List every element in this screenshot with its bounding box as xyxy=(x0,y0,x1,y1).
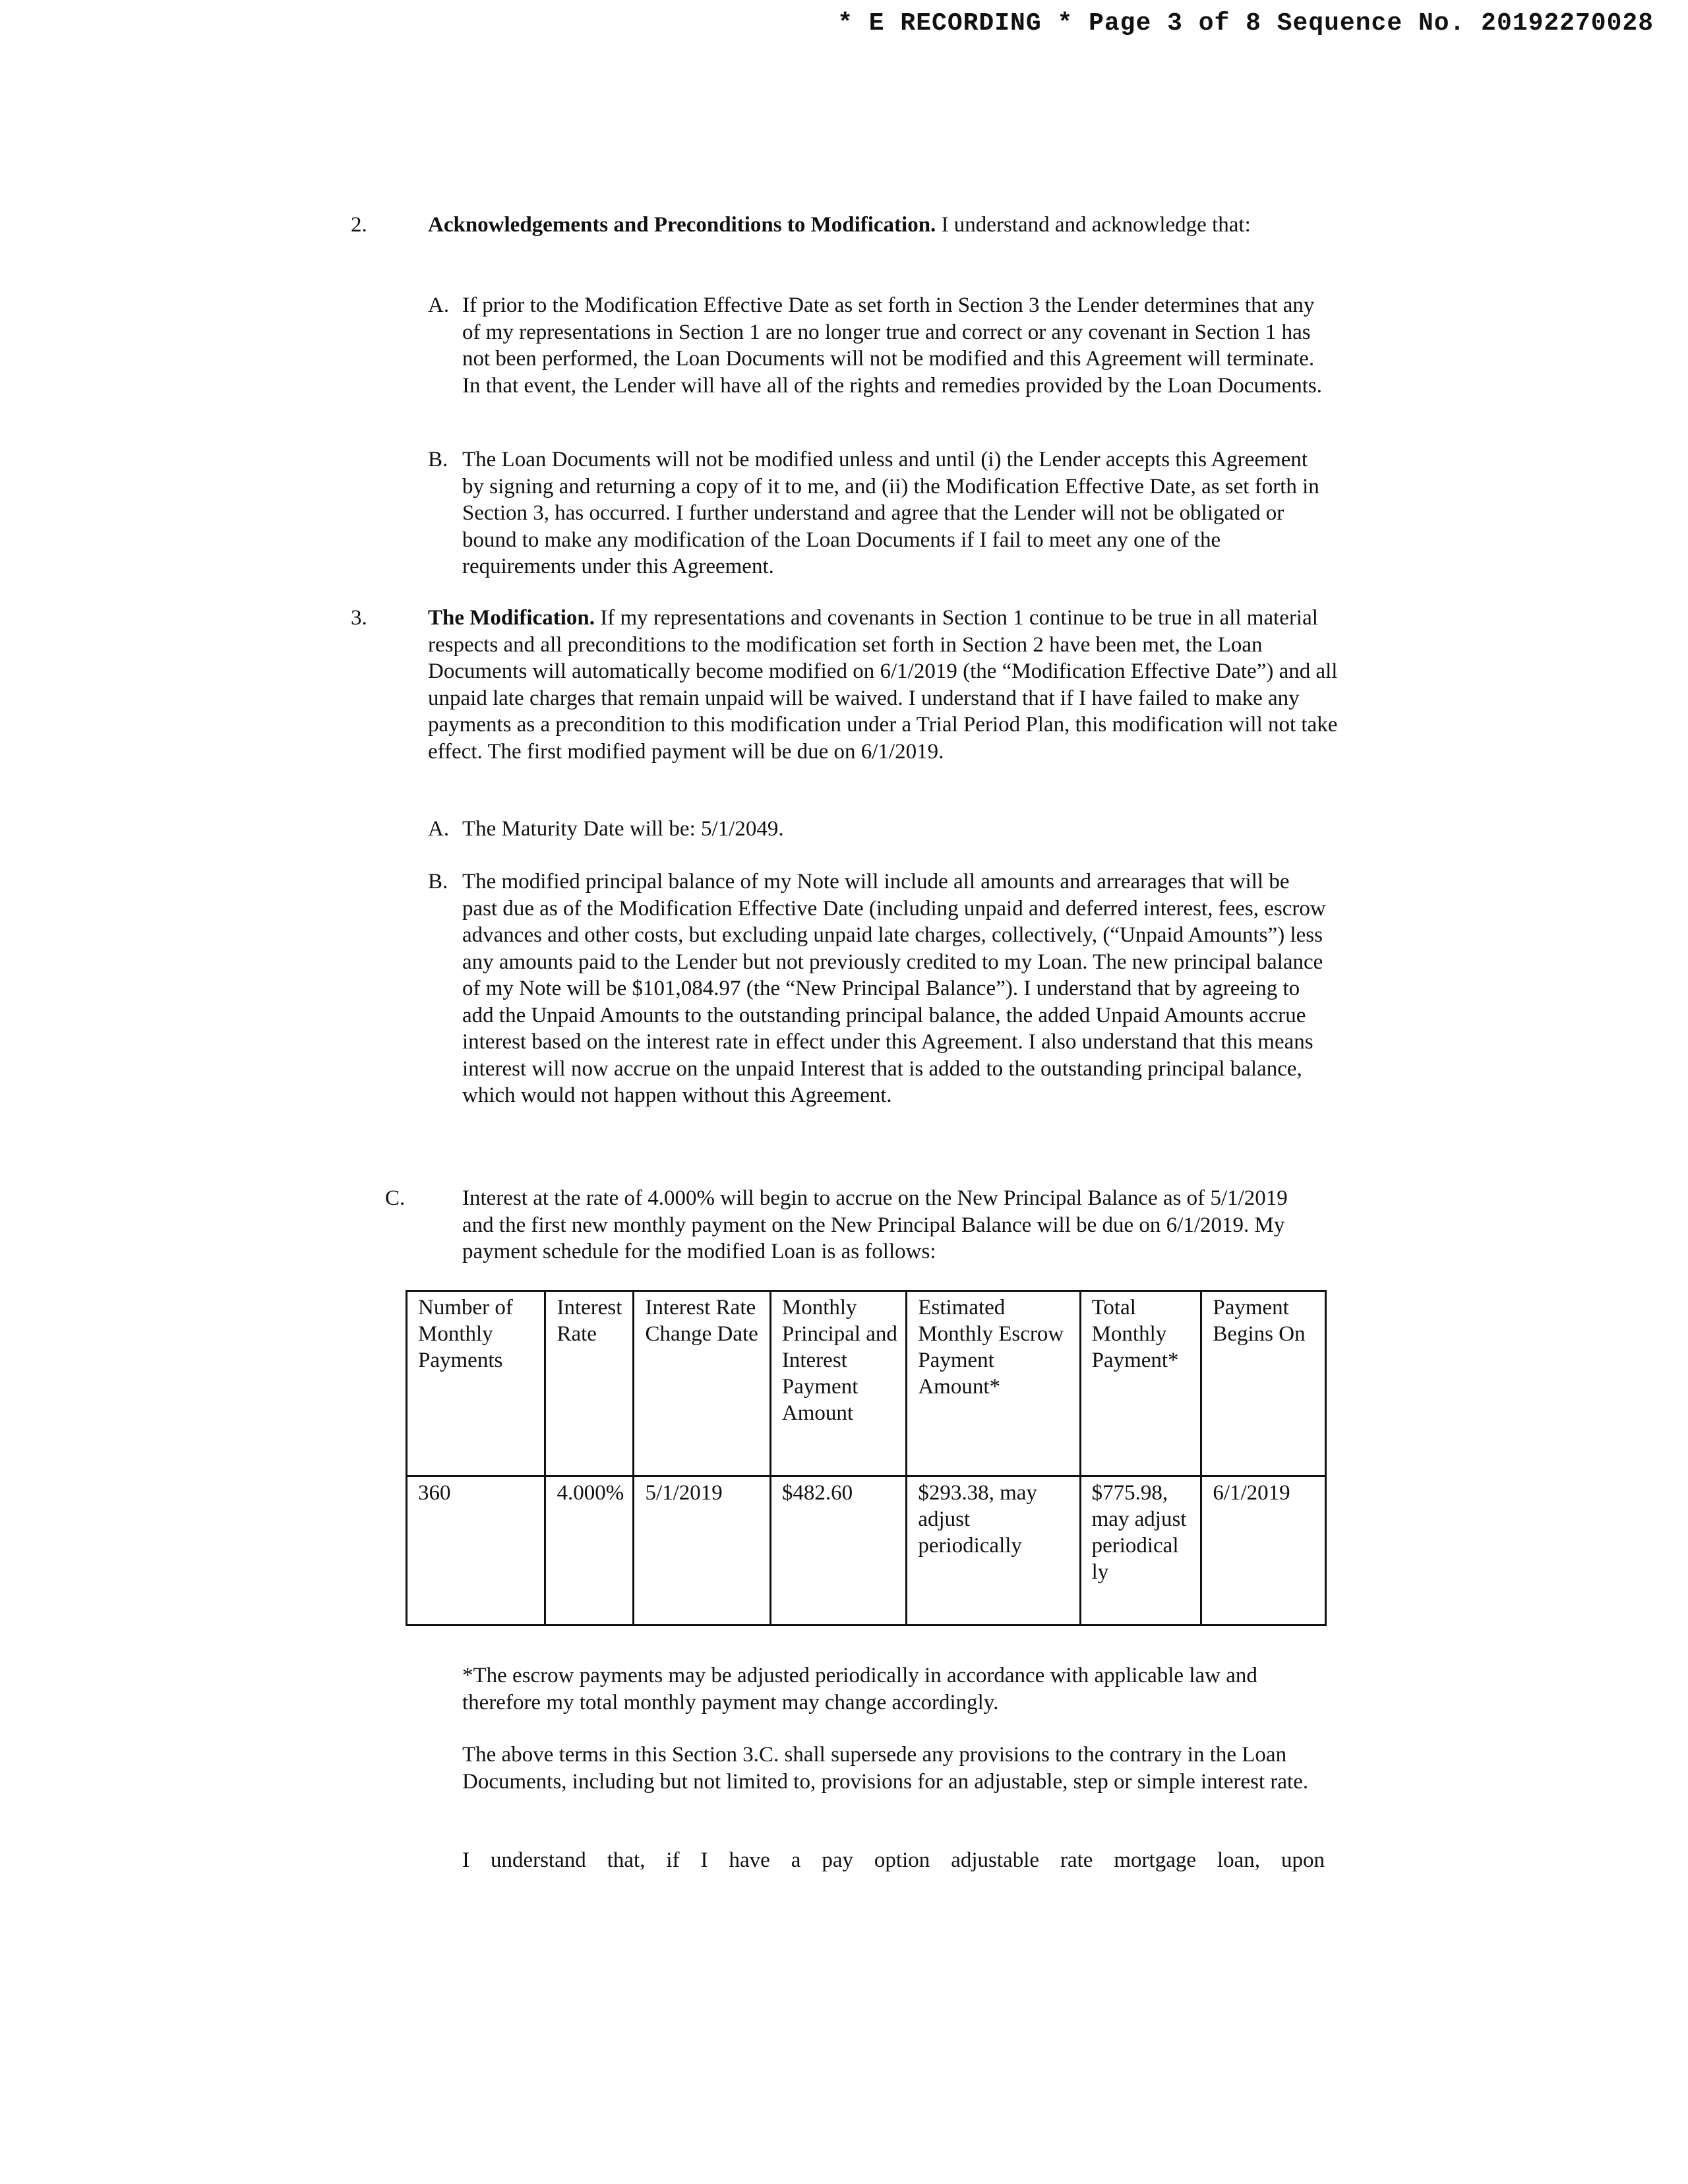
table-cell: 6/1/2019 xyxy=(1201,1476,1326,1625)
table-header-cell: Estimated Monthly Escrow Payment Amount* xyxy=(907,1291,1080,1476)
section-number: 2. xyxy=(351,213,367,237)
section-number: 3. xyxy=(351,606,367,630)
section-3-intro xyxy=(428,605,1338,765)
table-row xyxy=(407,1476,1326,1625)
table-header-cell: Interest Rate xyxy=(545,1291,634,1476)
section-title: The Modification. xyxy=(428,606,595,630)
table-header-cell: Total Monthly Payment* xyxy=(1080,1291,1201,1476)
item-letter: A. xyxy=(428,817,450,841)
section-2-intro xyxy=(428,212,1338,239)
table-header-cell: Monthly Principal and Interest Payment Amount xyxy=(770,1291,906,1476)
section-intro-text: If my representations and covenants in Section 1 continue to be true in all material respects and all preconditions to the modification set forth in Section 2 have been met, the Loan Documents will automatically become modified on 6/1/2019 (the “Modification Effective Date”) and all unpaid late charges that remain unpaid will be waived. I understand that if I have failed to make any payments as a precondition to this modification under a Trial Period Plan, this modification will not take effect. The first modified payment will be due on 6/1/2019. xyxy=(428,606,1338,764)
table-cell: $482.60 xyxy=(770,1476,906,1625)
table-header-cell: Payment Begins On xyxy=(1201,1291,1326,1476)
section-title: Acknowledgements and Preconditions to Modification. xyxy=(428,213,936,237)
table-cell: $775.98, may adjust periodical ly xyxy=(1080,1476,1201,1625)
item-text: The modified principal balance of my Note will include all amounts and arrearages that will be past due as of the Modification Effective Date (including unpaid and deferred interest, fees, escrow advances and other costs, but excluding unpaid late charges, collectively, (“Unpaid Amounts”) less any amounts paid to the Lender but not previously credited to my Loan. The new principal balance of my Note will be $101,084.97 (the “New Principal Balance”). I understand that by agreeing to add the Unpaid Amounts to the outstanding principal balance, the added Unpaid Amounts accrue interest based on the interest rate in effect under this Agreement. I also understand that this means interest will now accrue on the unpaid Interest that is added to the outstanding principal balance, which would not happen without this Agreement. xyxy=(462,870,1326,1107)
item-letter: B. xyxy=(428,448,448,471)
table-cell: 4.000% xyxy=(545,1476,634,1625)
section-intro-text: I understand and acknowledge that: xyxy=(936,213,1251,237)
table-header-cell: Interest Rate Change Date xyxy=(634,1291,770,1476)
table-header-row xyxy=(407,1291,1326,1476)
recording-header: * E RECORDING * Page 3 of 8 Sequence No. 20192270028 xyxy=(837,9,1654,38)
pay-option-note: I understand that, if I have a pay option adjustable rate mortgage loan, upon xyxy=(462,1848,1325,1872)
item-letter: C. xyxy=(385,1186,406,1210)
table-cell: $293.38, may adjust periodically xyxy=(907,1476,1080,1625)
table-cell: 360 xyxy=(407,1476,545,1625)
payment-schedule-table xyxy=(406,1290,1327,1626)
escrow-note: *The escrow payments may be adjusted periodically in accordance with applicable law and therefore my total monthly payment may change accordingly. xyxy=(462,1664,1257,1714)
supersede-note: The above terms in this Section 3.C. shall supersede any provisions to the contrary in the Loan Documents, including but not limited to, provisions for an adjustable, step or simple interest rate. xyxy=(462,1743,1309,1794)
table-cell: 5/1/2019 xyxy=(634,1476,770,1625)
item-letter: A. xyxy=(428,293,450,317)
item-text: The Loan Documents will not be modified unless and until (i) the Lender accepts this Agreement by signing and returning a copy of it to me, and (ii) the Modification Effective Date, as set forth in Section 3, has occurred. I further understand and agree that the Lender will not be obligated or bound to make any modification of the Loan Documents if I fail to meet any one of the requirements under this Agreement. xyxy=(462,448,1319,578)
item-letter: B. xyxy=(428,870,448,894)
item-text: If prior to the Modification Effective Date as set forth in Section 3 the Lender determines that any of my representations in Section 1 are no longer true and correct or any covenant in Section 1 has not been performed, the Loan Documents will not be modified and this Agreement will terminate. In that event, the Lender will have all of the rights and remedies provided by the Loan Documents. xyxy=(462,293,1323,398)
item-text: The Maturity Date will be: 5/1/2049. xyxy=(462,817,784,841)
table-header-cell: Number of Monthly Payments xyxy=(407,1291,545,1476)
item-text: Interest at the rate of 4.000% will begin to accrue on the New Principal Balance as of 5/1/2019 and the first new monthly payment on the New Principal Balance will be due on 6/1/2019. My payment schedule for the modified Loan is as follows: xyxy=(462,1186,1288,1263)
